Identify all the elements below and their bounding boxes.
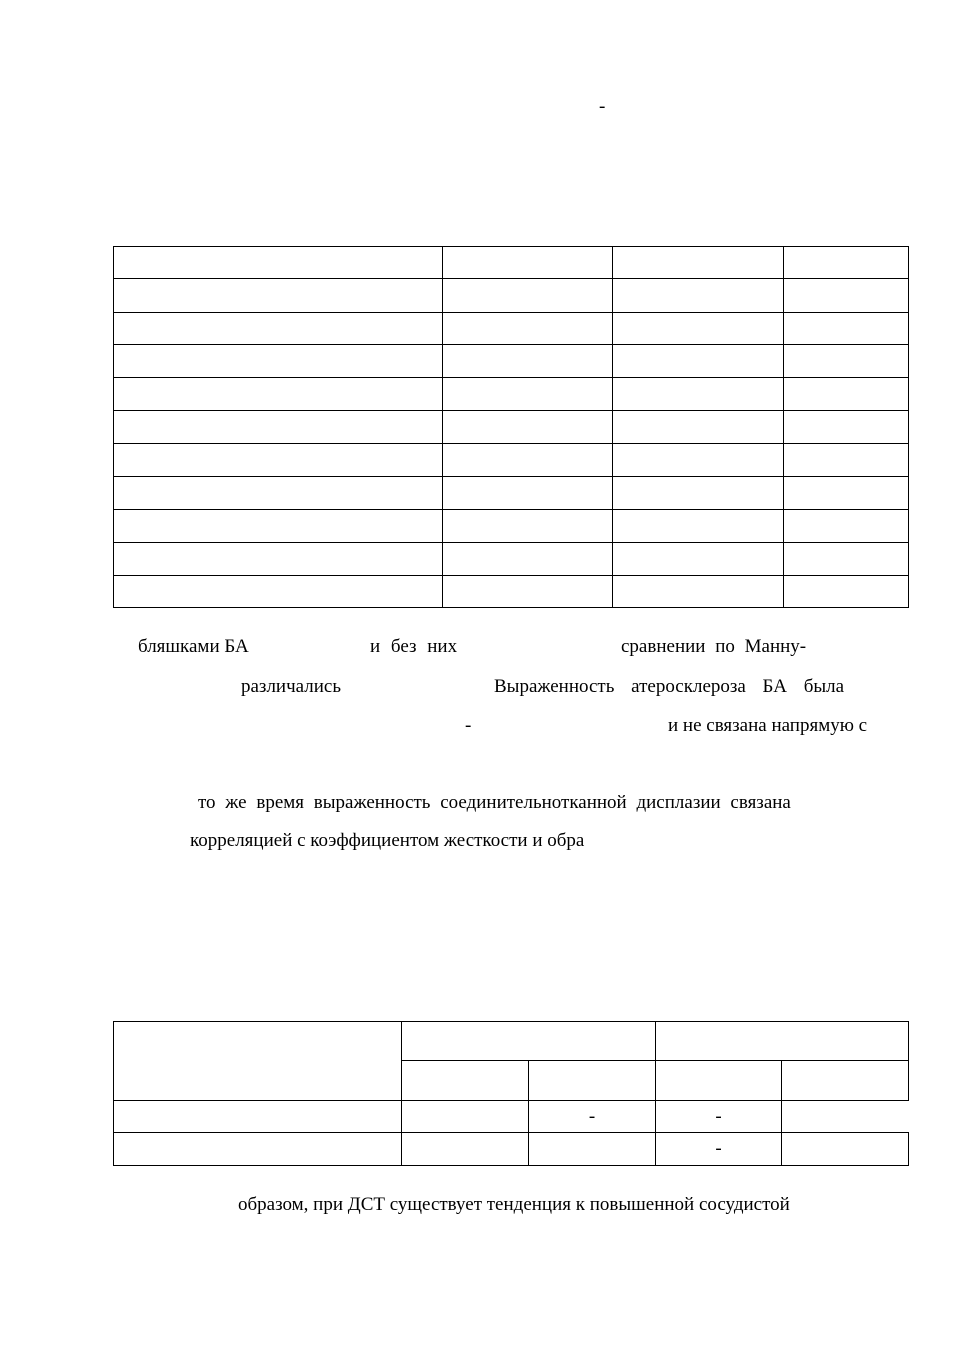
text-compare: сравнении по Манну- — [621, 636, 807, 657]
paragraph-3-line-1: образом, при ДСТ существует тенденция к повышенной сосудистой — [238, 1194, 790, 1215]
table-row — [114, 1101, 909, 1133]
table-row — [114, 543, 909, 576]
table-row — [114, 345, 909, 378]
table-row — [114, 510, 909, 543]
text-differed: различались — [241, 676, 341, 697]
table-row — [114, 1133, 909, 1166]
paragraph-2-line-2: корреляцией с коэффициентом жесткости и обра — [190, 830, 585, 851]
paragraph-2-line-1: то же время выраженность соединительнотканной дисплазии связана — [198, 792, 791, 813]
table-row — [114, 279, 909, 313]
text-severity: Выраженность атеросклероза БА была — [494, 676, 845, 697]
cell-dash: - — [715, 1105, 722, 1127]
table-header-row — [114, 1022, 909, 1061]
cell-dash: - — [588, 1105, 596, 1127]
table-row — [114, 313, 909, 345]
header-dash: - — [599, 96, 606, 117]
text-without: и без них — [370, 636, 458, 657]
text-dash: - — [465, 715, 472, 736]
cell-dash: - — [715, 1138, 722, 1159]
text-not-linked: и не связана напрямую с — [668, 715, 868, 736]
table-row — [114, 576, 909, 608]
table-row — [114, 477, 909, 510]
table-row — [114, 378, 909, 411]
table-row — [114, 444, 909, 477]
table-row — [114, 247, 909, 279]
table-1 — [113, 246, 909, 608]
table-row — [114, 411, 909, 444]
text-plaques: бляшками БА — [138, 636, 249, 657]
table-2 — [113, 1021, 909, 1166]
